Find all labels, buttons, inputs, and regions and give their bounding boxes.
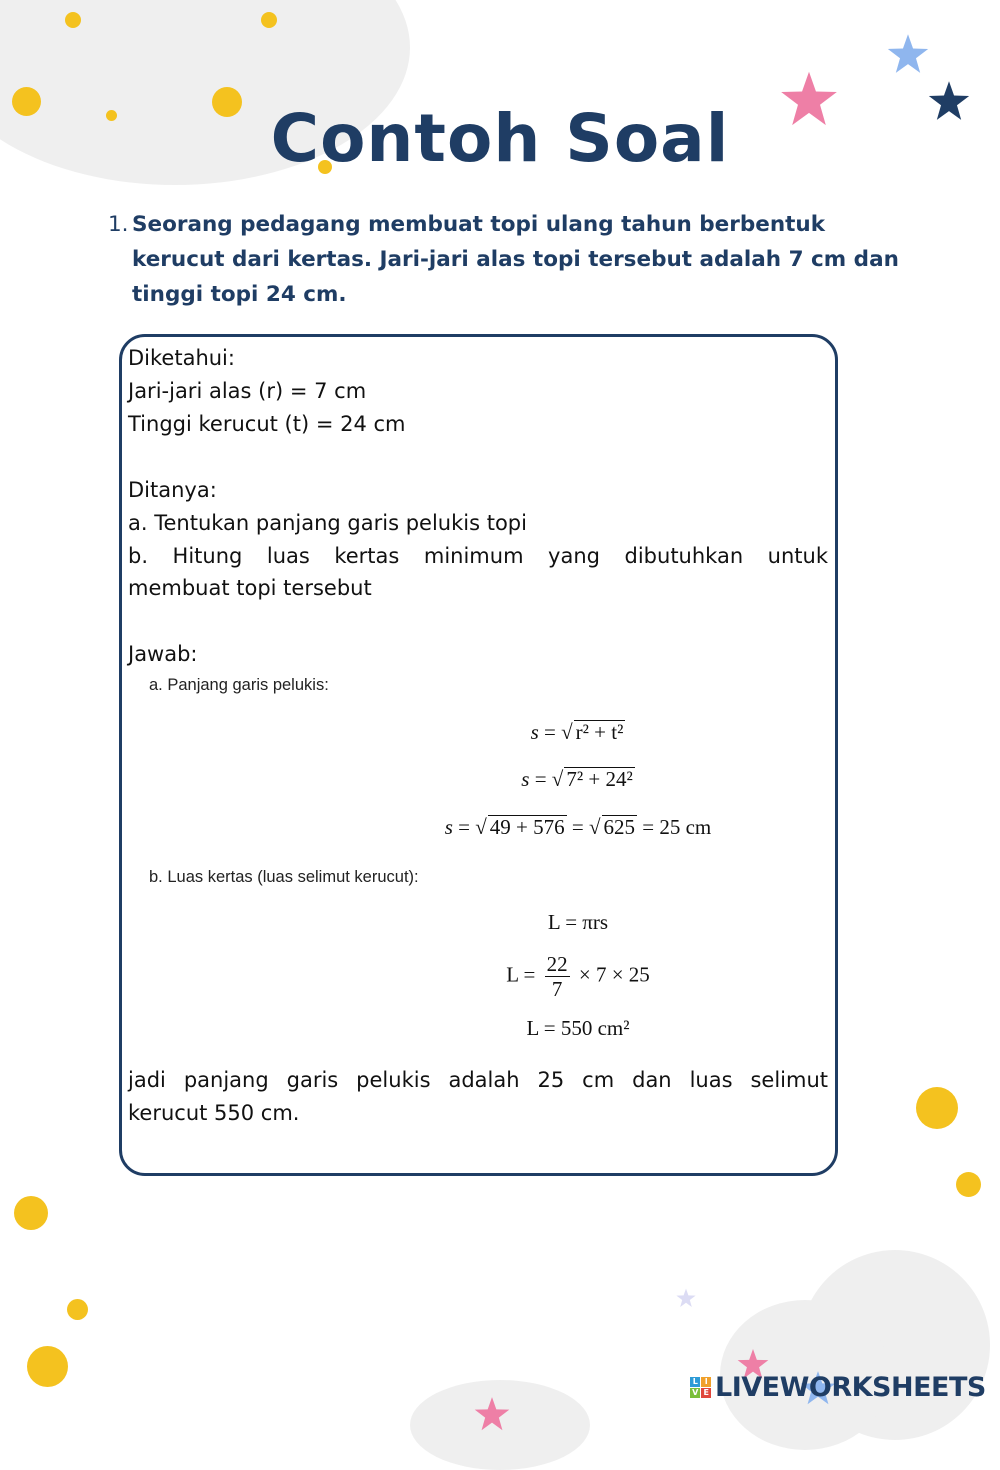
question-1 bbox=[108, 207, 908, 312]
eq3-radicand-2: 625 bbox=[603, 815, 636, 839]
dot-decoration bbox=[27, 1346, 68, 1387]
ditanya-b-line2: membuat topi tersebut bbox=[128, 576, 372, 600]
eq2-lhs: s bbox=[521, 767, 530, 791]
eq3-lhs: s bbox=[444, 815, 453, 839]
diketahui-label: Diketahui: bbox=[128, 346, 235, 370]
ditanya-label: Ditanya: bbox=[128, 478, 217, 502]
ditanya-b-line1: b. Hitung luas kertas minimum yang dibutuhkan untuk bbox=[128, 544, 828, 568]
equation-2: s = √ 7² + 24² bbox=[521, 767, 633, 791]
eq1-lhs: s bbox=[530, 720, 539, 744]
equation-4: L = πrs bbox=[547, 910, 609, 934]
eq5-rest: × 7 × 25 bbox=[578, 962, 650, 987]
dot-decoration bbox=[67, 1299, 88, 1320]
liveworksheets-logo-icon: L I V E bbox=[690, 1377, 711, 1398]
eq1-radicand: r² + t² bbox=[575, 720, 624, 744]
equation-6: L = 550 cm² bbox=[526, 1016, 630, 1040]
diketahui-height: Tinggi kerucut (t) = 24 cm bbox=[128, 412, 406, 436]
faint-star-icon bbox=[676, 1288, 696, 1308]
equation-1: s = √ r² + t² bbox=[530, 720, 624, 744]
question-number: 1. bbox=[108, 212, 129, 237]
eq3-result: 25 cm bbox=[659, 815, 712, 839]
eq5-denominator: 7 bbox=[551, 977, 563, 1002]
answer-box bbox=[119, 334, 838, 1176]
dot-decoration bbox=[916, 1087, 958, 1129]
pink-star-icon-bottom-2 bbox=[474, 1396, 510, 1432]
equation-3: s = √ 49 + 576 = √ 625 = 25 cm bbox=[444, 815, 712, 839]
conclusion-line2: kerucut 550 cm. bbox=[128, 1101, 300, 1125]
dot-decoration bbox=[14, 1196, 48, 1230]
page-title: Contoh Soal bbox=[270, 100, 730, 177]
dot-decoration bbox=[261, 12, 277, 28]
dot-decoration bbox=[956, 1172, 981, 1197]
equation-5 bbox=[300, 952, 856, 1001]
eq5-lhs: L = bbox=[506, 962, 536, 987]
liveworksheets-brand bbox=[690, 1372, 986, 1403]
part-b-label: b. Luas kertas (luas selimut kerucut): bbox=[149, 868, 419, 886]
eq5-numerator: 22 bbox=[546, 952, 568, 976]
light-blue-star-icon bbox=[887, 33, 929, 75]
eq5-fraction bbox=[545, 952, 570, 1001]
eq3-radicand-1: 49 + 576 bbox=[489, 815, 565, 839]
jawab-label: Jawab: bbox=[128, 642, 198, 666]
brand-name: LIVEWORKSHEETS bbox=[715, 1372, 986, 1403]
conclusion-line1: jadi panjang garis pelukis adalah 25 cm dan luas selimut bbox=[128, 1068, 828, 1092]
dot-decoration bbox=[65, 12, 81, 28]
part-a-label: a. Panjang garis pelukis: bbox=[149, 676, 329, 694]
diketahui-radius: Jari-jari alas (r) = 7 cm bbox=[128, 379, 367, 403]
eq2-radicand: 7² + 24² bbox=[566, 767, 633, 791]
question-text: Seorang pedagang membuat topi ulang tahun berbentuk kerucut dari kertas. Jari-jari alas topi tersebut adalah 7 cm dan tinggi topi 24 cm. bbox=[132, 212, 899, 307]
ditanya-a: a. Tentukan panjang garis pelukis topi bbox=[128, 511, 527, 535]
